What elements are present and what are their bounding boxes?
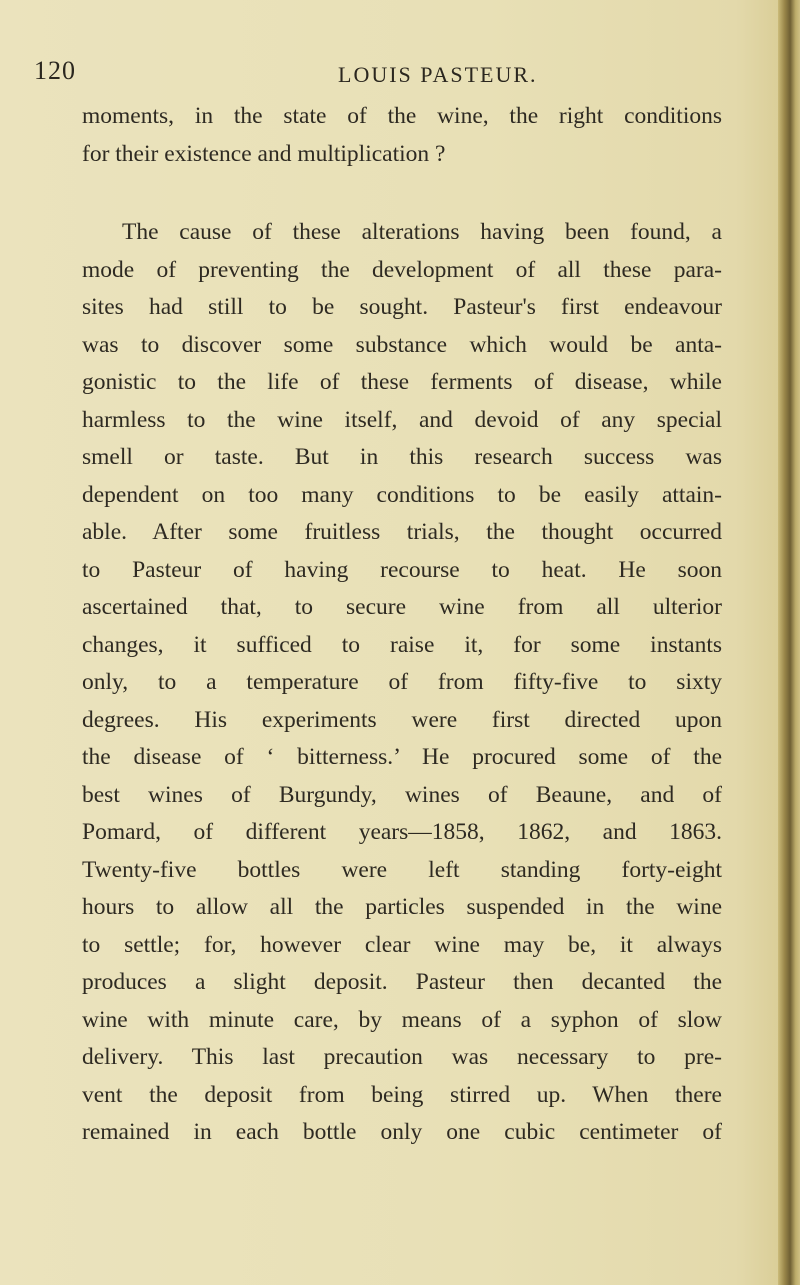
text-line: for their existence and multiplication ?: [82, 140, 446, 167]
text-line: Twenty-five bottles were left standing forty-eight: [82, 856, 722, 883]
running-head: [0, 56, 800, 96]
text-line: produces a slight deposit. Pasteur then decanted the: [82, 969, 722, 995]
text-line: was to discover some substance which would be anta-: [82, 331, 722, 358]
text-line: the disease of ‘ bitterness.’ He procured some of the: [82, 744, 722, 770]
text-line: harmless to the wine itself, and devoid of any special: [82, 406, 722, 433]
paragraph-1: [82, 98, 722, 173]
text-line: to Pasteur of having recourse to heat. He soon: [82, 556, 722, 583]
text-line: best wines of Burgundy, wines of Beaune, and of: [82, 781, 722, 808]
text-line: vent the deposit from being stirred up. When there: [82, 1081, 722, 1108]
text-line: gonistic to the life of these ferments of disease, while: [82, 369, 722, 395]
text-line: mode of preventing the development of all these para-: [82, 256, 722, 283]
text-line: sites had still to be sought. Pasteur's first endeavour: [82, 294, 722, 320]
text-line: Pomard, of different years—1858, 1862, and 1863.: [82, 819, 722, 845]
text-line: ascertained that, to secure wine from all ulterior: [82, 594, 722, 620]
text-line: dependent on too many conditions to be easily attain-: [82, 481, 722, 508]
paragraph-gap: [82, 173, 722, 214]
text-line: moments, in the state of the wine, the right conditions: [82, 103, 722, 129]
text-line: only, to a temperature of from fifty-five to sixty: [82, 669, 722, 695]
text-line: degrees. His experiments were first directed upon: [82, 706, 722, 733]
paragraph-2: [82, 214, 722, 1152]
text-line: wine with minute care, by means of a syphon of slow: [82, 1006, 722, 1033]
page-number: 120: [34, 56, 76, 85]
text-line: able. After some fruitless trials, the thought occurred: [82, 519, 722, 545]
text-line: changes, it sufficed to raise it, for some instants: [82, 631, 722, 658]
text-line: delivery. This last precaution was necessary to pre-: [82, 1044, 722, 1070]
text-line: The cause of these alterations having been found, a: [122, 219, 722, 245]
text-line: remained in each bottle only one cubic centimeter of: [82, 1119, 722, 1145]
text-line: to settle; for, however clear wine may be, it always: [82, 931, 722, 958]
text-line: hours to allow all the particles suspended in the wine: [82, 894, 722, 920]
running-title: LOUIS PASTEUR.: [338, 62, 538, 87]
text-line: smell or taste. But in this research success was: [82, 444, 722, 470]
body-text: [82, 98, 722, 1152]
page-edge-shadow: [778, 0, 800, 1285]
